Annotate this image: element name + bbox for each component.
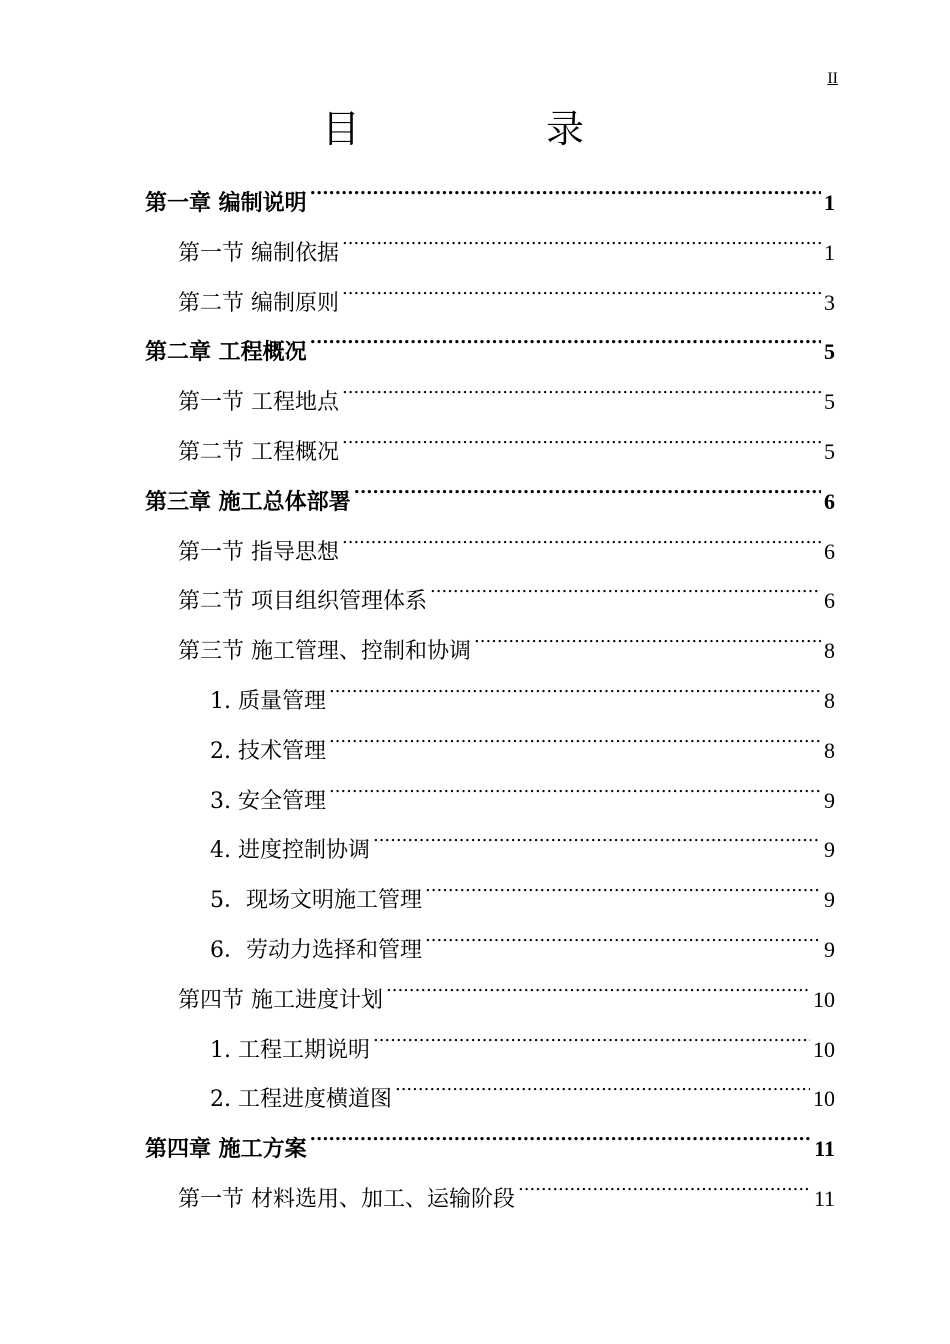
toc-entry-label: 第四节 施工进度计划 — [178, 987, 383, 1013]
toc-entry-chapter[interactable] — [145, 160, 835, 216]
toc-dot-leader — [425, 857, 821, 907]
toc-entry-page-number: 5 — [824, 389, 835, 415]
toc-entry-item[interactable] — [210, 658, 835, 714]
toc-entry-label: 6．劳动力选择和管理 — [210, 938, 422, 963]
toc-entry-item[interactable] — [210, 857, 835, 914]
toc-dot-leader — [342, 210, 821, 260]
toc-dot-leader — [342, 409, 821, 459]
toc-entry-item[interactable] — [210, 1007, 835, 1063]
toc-entry-chapter[interactable] — [145, 459, 835, 515]
toc-entry-page-number: 9 — [824, 837, 835, 863]
toc-entry-page-number: 6 — [824, 488, 835, 514]
page-number: II — [827, 70, 838, 87]
toc-entry-page-number: 9 — [824, 937, 835, 962]
toc-dot-leader — [342, 509, 821, 559]
toc-entry-section[interactable] — [178, 1156, 835, 1212]
toc-entry-section[interactable] — [178, 608, 835, 665]
toc-entry-label: 第三节 施工管理、控制和协调 — [178, 639, 471, 665]
toc-entry-page-number: 5 — [824, 339, 835, 365]
toc-dot-leader — [342, 260, 821, 310]
toc-dot-leader — [310, 160, 821, 210]
toc-entry-page-number: 11 — [813, 1186, 835, 1211]
toc-entry-label: 4. 进度控制协调 — [210, 838, 370, 864]
toc-entry-section[interactable] — [178, 359, 835, 416]
toc-entry-label: 第三章 施工总体部署 — [145, 488, 351, 515]
toc-entry-page-number: 10 — [813, 1086, 835, 1112]
toc-entry-item[interactable] — [210, 758, 835, 814]
toc-dot-leader — [518, 1156, 811, 1206]
toc-entry-section[interactable] — [178, 260, 835, 316]
toc-entry-label: 1. 质量管理 — [210, 689, 326, 714]
toc-dot-leader — [329, 658, 821, 708]
toc-entry-label: 第一节 编制依据 — [178, 240, 339, 266]
toc-entry-page-number: 6 — [824, 538, 835, 564]
toc-entry-page-number: 5 — [824, 439, 835, 464]
toc-entry-label: 第二节 编制原则 — [178, 290, 339, 316]
toc-dot-leader — [430, 558, 821, 608]
toc-entry-section[interactable] — [178, 210, 835, 266]
toc-entry-label: 第一节 工程地点 — [178, 390, 339, 416]
toc-entry-page-number: 9 — [824, 787, 835, 813]
toc-entry-label: 第一节 指导思想 — [178, 539, 339, 565]
toc-entry-page-number: 3 — [824, 289, 835, 315]
toc-entry-chapter[interactable] — [145, 309, 835, 366]
toc-entry-item[interactable] — [210, 708, 835, 764]
toc-entry-page-number: 10 — [813, 1036, 835, 1062]
toc-entry-label: 2. 技术管理 — [210, 738, 326, 764]
toc-entry-label: 3. 安全管理 — [210, 788, 326, 814]
toc-entry-chapter[interactable] — [145, 1106, 835, 1163]
toc-dot-leader — [310, 1106, 812, 1156]
toc-entry-label: 第四章 施工方案 — [145, 1136, 307, 1163]
toc-entry-label: 第二节 工程概况 — [178, 440, 339, 465]
toc-entry-label: 第二节 项目组织管理体系 — [178, 589, 427, 615]
toc-entry-section[interactable] — [178, 409, 835, 465]
toc-dot-leader — [354, 459, 821, 509]
toc-entry-section[interactable] — [178, 558, 835, 615]
toc-dot-leader — [329, 708, 821, 758]
toc-entry-page-number: 8 — [824, 737, 835, 763]
toc-entry-label: 1. 工程工期说明 — [210, 1037, 370, 1063]
toc-entry-page-number: 10 — [813, 986, 835, 1012]
toc-entry-item[interactable] — [210, 807, 835, 864]
toc-entry-item[interactable] — [210, 907, 835, 963]
toc-dot-leader — [310, 309, 821, 359]
toc-entry-page-number: 9 — [824, 887, 835, 913]
toc-entry-section[interactable] — [178, 509, 835, 565]
toc-entry-page-number: 1 — [824, 239, 835, 265]
toc-entry-page-number: 1 — [824, 190, 835, 215]
toc-entry-section[interactable] — [178, 957, 835, 1013]
toc-entry-label: 第二章 工程概况 — [145, 339, 307, 366]
toc-dot-leader — [395, 1056, 810, 1106]
toc-entry-label: 第一节 材料选用、加工、运输阶段 — [178, 1187, 515, 1212]
toc-entry-label: 5．现场文明施工管理 — [210, 888, 422, 914]
toc-dot-leader — [386, 957, 810, 1007]
toc-title: 目 录 — [321, 107, 658, 151]
toc-entry-page-number: 8 — [824, 688, 835, 713]
toc-dot-leader — [373, 1007, 810, 1057]
toc-entry-item[interactable] — [210, 1056, 835, 1113]
toc-entry-label: 第一章 编制说明 — [145, 190, 307, 216]
toc-entry-page-number: 11 — [814, 1136, 835, 1162]
toc-dot-leader — [342, 359, 821, 409]
toc-dot-leader — [329, 758, 821, 808]
toc-entry-page-number: 8 — [824, 638, 835, 664]
toc-dot-leader — [425, 907, 821, 957]
toc-entry-page-number: 6 — [824, 588, 835, 614]
toc-entry-label: 2. 工程进度横道图 — [210, 1087, 392, 1113]
toc-dot-leader — [373, 807, 821, 857]
toc-dot-leader — [474, 608, 821, 658]
